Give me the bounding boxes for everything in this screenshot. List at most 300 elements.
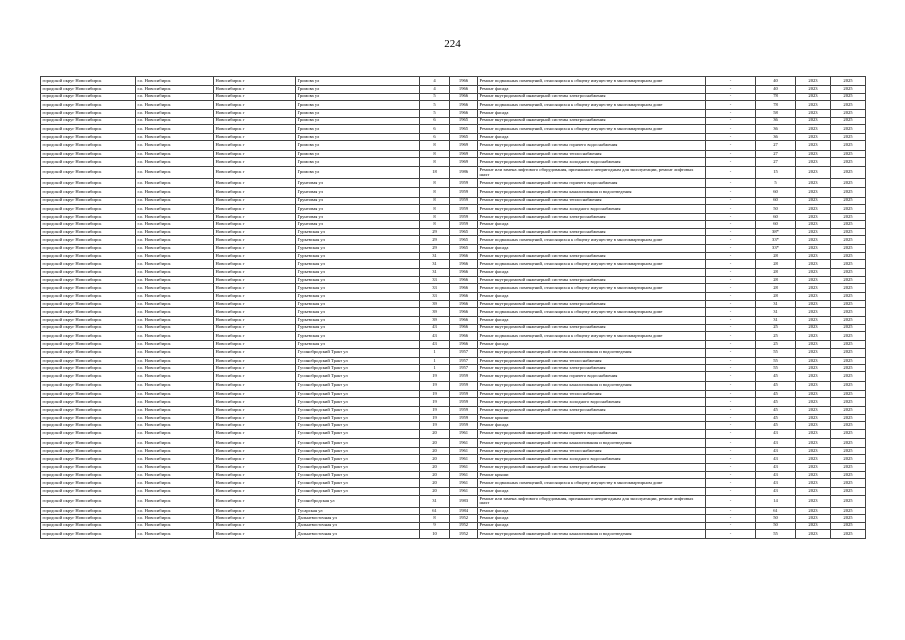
city-cell: Новосибирск г xyxy=(214,179,296,188)
municipality-cell: городской округ Новосибирск xyxy=(41,414,136,421)
year-start-cell: 2023 xyxy=(796,100,831,109)
municipality-cell: городской округ Новосибирск xyxy=(41,348,136,357)
year-start-cell: 2023 xyxy=(796,269,831,276)
work-type-cell: Ремонт подвальных помещений, относящихся к общему имуществу в многоквартирном доме xyxy=(478,308,706,317)
settlement-cell: г.о. Новосибирск xyxy=(136,447,214,454)
term-cell: 55 xyxy=(756,365,796,372)
city-cell: Новосибирск г xyxy=(214,407,296,414)
table-row xyxy=(41,372,866,381)
build-year-cell: 1952 xyxy=(450,529,478,538)
dash-cell: - xyxy=(706,407,756,414)
year-end-cell: 2025 xyxy=(831,204,866,213)
settlement-cell: г.о. Новосибирск xyxy=(136,308,214,317)
table-row xyxy=(41,324,866,331)
year-end-cell: 2025 xyxy=(831,179,866,188)
term-cell: 27 xyxy=(756,158,796,167)
build-year-cell: 1965 xyxy=(450,124,478,133)
settlement-cell: г.о. Новосибирск xyxy=(136,158,214,167)
year-start-cell: 2023 xyxy=(796,407,831,414)
settlement-cell: г.о. Новосибирск xyxy=(136,236,214,245)
house-number-cell: 43 xyxy=(420,331,450,340)
municipality-cell: городской округ Новосибирск xyxy=(41,204,136,213)
build-year-cell: 1959 xyxy=(450,372,478,381)
table-row xyxy=(41,141,866,150)
year-start-cell: 2023 xyxy=(796,357,831,364)
municipality-cell: городской округ Новосибирск xyxy=(41,529,136,538)
year-end-cell: 2025 xyxy=(831,100,866,109)
municipality-cell: городской округ Новосибирск xyxy=(41,293,136,300)
term-cell: 60 xyxy=(756,197,796,204)
city-cell: Новосибирск г xyxy=(214,495,296,507)
year-end-cell: 2025 xyxy=(831,357,866,364)
street-cell: Гусинобродский Тракт ул xyxy=(296,488,420,495)
work-type-cell: Ремонт подвальных помещений, относящихся к общему имуществу в многоквартирном доме xyxy=(478,331,706,340)
city-cell: Новосибирск г xyxy=(214,188,296,197)
term-cell: 45 xyxy=(756,390,796,397)
municipality-cell: городской округ Новосибирск xyxy=(41,422,136,429)
year-end-cell: 2025 xyxy=(831,197,866,204)
street-cell: Гусинобродский Тракт ул xyxy=(296,357,420,364)
city-cell: Новосибирск г xyxy=(214,398,296,407)
municipality-cell: городской округ Новосибирск xyxy=(41,221,136,228)
term-cell: 25 xyxy=(756,324,796,331)
year-end-cell: 2025 xyxy=(831,422,866,429)
settlement-cell: г.о. Новосибирск xyxy=(136,495,214,507)
municipality-cell: городской округ Новосибирск xyxy=(41,197,136,204)
street-cell: Гурьевская ул xyxy=(296,276,420,283)
year-start-cell: 2023 xyxy=(796,479,831,488)
city-cell: Новосибирск г xyxy=(214,269,296,276)
term-cell: 28 xyxy=(756,276,796,283)
municipality-cell: городской округ Новосибирск xyxy=(41,522,136,529)
street-cell: Гурьевская ул xyxy=(296,269,420,276)
work-type-cell: Ремонт фасада xyxy=(478,245,706,252)
settlement-cell: г.о. Новосибирск xyxy=(136,341,214,348)
dash-cell: - xyxy=(706,464,756,471)
year-end-cell: 2025 xyxy=(831,529,866,538)
city-cell: Новосибирск г xyxy=(214,522,296,529)
house-number-cell: 6 xyxy=(420,134,450,141)
table-row xyxy=(41,348,866,357)
dash-cell: - xyxy=(706,357,756,364)
build-year-cell: 1965 xyxy=(450,245,478,252)
work-type-cell: Ремонт подвальных помещений, относящихся к общему имуществу в многоквартирном доме xyxy=(478,260,706,269)
year-end-cell: 2025 xyxy=(831,372,866,381)
house-number-cell: 19 xyxy=(420,422,450,429)
year-end-cell: 2025 xyxy=(831,117,866,124)
settlement-cell: г.о. Новосибирск xyxy=(136,276,214,283)
settlement-cell: г.о. Новосибирск xyxy=(136,197,214,204)
city-cell: Новосибирск г xyxy=(214,507,296,514)
dash-cell: - xyxy=(706,204,756,213)
city-cell: Новосибирск г xyxy=(214,141,296,150)
dash-cell: - xyxy=(706,438,756,447)
year-end-cell: 2025 xyxy=(831,245,866,252)
term-cell: 50 xyxy=(756,204,796,213)
work-type-cell: Ремонт фасада xyxy=(478,488,706,495)
year-end-cell: 2025 xyxy=(831,324,866,331)
term-cell: 50 xyxy=(756,522,796,529)
dash-cell: - xyxy=(706,110,756,117)
work-type-cell: Ремонт подвальных помещений, относящихся к общему имуществу в многоквартирном доме xyxy=(478,236,706,245)
municipality-cell: городской округ Новосибирск xyxy=(41,398,136,407)
table-row xyxy=(41,158,866,167)
dash-cell: - xyxy=(706,228,756,235)
house-number-cell: 8 xyxy=(420,188,450,197)
year-start-cell: 2023 xyxy=(796,507,831,514)
year-end-cell: 2025 xyxy=(831,522,866,529)
build-year-cell: 1966 xyxy=(450,252,478,259)
year-start-cell: 2023 xyxy=(796,398,831,407)
work-type-cell: Ремонт крыши xyxy=(478,414,706,421)
dash-cell: - xyxy=(706,529,756,538)
work-type-cell: Ремонт внутридомовой инженерной системы канализования и водоотведения xyxy=(478,438,706,447)
dash-cell: - xyxy=(706,414,756,421)
municipality-cell: городской округ Новосибирск xyxy=(41,93,136,100)
street-cell: Гусинобродский Тракт ул xyxy=(296,422,420,429)
build-year-cell: 1965 xyxy=(450,228,478,235)
year-end-cell: 2025 xyxy=(831,429,866,438)
municipality-cell: городской округ Новосибирск xyxy=(41,464,136,471)
build-year-cell: 1959 xyxy=(450,221,478,228)
term-cell: 43 xyxy=(756,488,796,495)
municipality-cell: городской округ Новосибирск xyxy=(41,372,136,381)
table-row xyxy=(41,179,866,188)
dash-cell: - xyxy=(706,488,756,495)
table-row xyxy=(41,515,866,522)
work-type-cell: Ремонт фасада xyxy=(478,293,706,300)
city-cell: Новосибирск г xyxy=(214,479,296,488)
year-start-cell: 2023 xyxy=(796,150,831,157)
build-year-cell: 1952 xyxy=(450,522,478,529)
table-row xyxy=(41,522,866,529)
term-cell: 45 xyxy=(756,414,796,421)
work-type-cell: Ремонт или замена лифтового оборудования, признанного непригодным для эксплуатации, ремонт лифтовых шахт xyxy=(478,167,706,179)
term-cell: 36 xyxy=(756,134,796,141)
build-year-cell: 1957 xyxy=(450,365,478,372)
year-end-cell: 2025 xyxy=(831,284,866,293)
street-cell: Громова ул xyxy=(296,110,420,117)
house-number-cell: 20 xyxy=(420,455,450,464)
work-type-cell: Ремонт фасада xyxy=(478,134,706,141)
work-type-cell: Ремонт внутридомовой инженерной системы теплоснабжения xyxy=(478,390,706,397)
house-number-cell: 20 xyxy=(420,488,450,495)
year-end-cell: 2025 xyxy=(831,77,866,86)
dash-cell: - xyxy=(706,141,756,150)
city-cell: Новосибирск г xyxy=(214,158,296,167)
street-cell: Грунтовая ул xyxy=(296,221,420,228)
year-start-cell: 2023 xyxy=(796,324,831,331)
municipality-cell: городской округ Новосибирск xyxy=(41,357,136,364)
table-row xyxy=(41,300,866,307)
settlement-cell: г.о. Новосибирск xyxy=(136,252,214,259)
year-start-cell: 2023 xyxy=(796,522,831,529)
house-number-cell: 20 xyxy=(420,429,450,438)
city-cell: Новосибирск г xyxy=(214,308,296,317)
term-cell: 25 xyxy=(756,341,796,348)
street-cell: Грунтовая ул xyxy=(296,214,420,221)
table-row xyxy=(41,341,866,348)
street-cell: Гурьевская ул xyxy=(296,317,420,324)
municipality-cell: городской округ Новосибирск xyxy=(41,100,136,109)
street-cell: Громова ул xyxy=(296,141,420,150)
work-type-cell: Ремонт фасада xyxy=(478,110,706,117)
work-type-cell: Ремонт внутридомовой инженерной системы теплоснабжения xyxy=(478,357,706,364)
city-cell: Новосибирск г xyxy=(214,124,296,133)
street-cell: Гусинобродский Тракт ул xyxy=(296,348,420,357)
work-type-cell: Ремонт фасада xyxy=(478,515,706,522)
work-type-cell: Ремонт фасада xyxy=(478,317,706,324)
city-cell: Новосибирск г xyxy=(214,293,296,300)
street-cell: Грунтовая ул xyxy=(296,188,420,197)
table-row xyxy=(41,479,866,488)
municipality-cell: городской округ Новосибирск xyxy=(41,252,136,259)
house-number-cell: 9 xyxy=(420,522,450,529)
year-start-cell: 2023 xyxy=(796,341,831,348)
house-number-cell: 8 xyxy=(420,150,450,157)
street-cell: Гурьевская ул xyxy=(296,260,420,269)
year-end-cell: 2025 xyxy=(831,455,866,464)
work-type-cell: Ремонт фасада xyxy=(478,507,706,514)
street-cell: Громова ул xyxy=(296,124,420,133)
term-cell: 50 xyxy=(756,515,796,522)
city-cell: Новосибирск г xyxy=(214,471,296,478)
municipality-cell: городской округ Новосибирск xyxy=(41,134,136,141)
city-cell: Новосибирск г xyxy=(214,414,296,421)
settlement-cell: г.о. Новосибирск xyxy=(136,529,214,538)
settlement-cell: г.о. Новосибирск xyxy=(136,134,214,141)
settlement-cell: г.о. Новосибирск xyxy=(136,331,214,340)
term-cell: 36 xyxy=(756,117,796,124)
build-year-cell: 1966 xyxy=(450,110,478,117)
house-number-cell: 39 xyxy=(420,317,450,324)
house-number-cell: 19 xyxy=(420,407,450,414)
municipality-cell: городской округ Новосибирск xyxy=(41,455,136,464)
term-cell: 45 xyxy=(756,422,796,429)
work-type-cell: Ремонт внутридомовой инженерной системы электроснабжения xyxy=(478,117,706,124)
city-cell: Новосибирск г xyxy=(214,284,296,293)
settlement-cell: г.о. Новосибирск xyxy=(136,110,214,117)
table-row xyxy=(41,150,866,157)
build-year-cell: 1969 xyxy=(450,150,478,157)
street-cell: Грунтовая ул xyxy=(296,197,420,204)
settlement-cell: г.о. Новосибирск xyxy=(136,429,214,438)
municipality-cell: городской округ Новосибирск xyxy=(41,228,136,235)
build-year-cell: 1969 xyxy=(450,158,478,167)
build-year-cell: 1966 xyxy=(450,324,478,331)
term-cell: 28 xyxy=(756,252,796,259)
city-cell: Новосибирск г xyxy=(214,93,296,100)
table-row xyxy=(41,317,866,324)
build-year-cell: 1966 xyxy=(450,284,478,293)
municipality-cell: городской округ Новосибирск xyxy=(41,317,136,324)
street-cell: Гусинобродский Тракт ул xyxy=(296,414,420,421)
table-row xyxy=(41,507,866,514)
year-end-cell: 2025 xyxy=(831,488,866,495)
street-cell: Гусинобродский Тракт ул xyxy=(296,447,420,454)
dash-cell: - xyxy=(706,479,756,488)
city-cell: Новосибирск г xyxy=(214,86,296,93)
settlement-cell: г.о. Новосибирск xyxy=(136,438,214,447)
build-year-cell: 1959 xyxy=(450,179,478,188)
term-cell: 31 xyxy=(756,300,796,307)
dash-cell: - xyxy=(706,284,756,293)
build-year-cell: 1961 xyxy=(450,455,478,464)
settlement-cell: г.о. Новосибирск xyxy=(136,260,214,269)
term-cell: 60 xyxy=(756,188,796,197)
street-cell: Громова ул xyxy=(296,77,420,86)
term-cell: 33* xyxy=(756,245,796,252)
table-row xyxy=(41,77,866,86)
year-end-cell: 2025 xyxy=(831,221,866,228)
table-row xyxy=(41,447,866,454)
work-type-cell: Ремонт внутридомовой инженерной системы канализования и водоотведения xyxy=(478,348,706,357)
year-start-cell: 2023 xyxy=(796,93,831,100)
table-row xyxy=(41,398,866,407)
table-row xyxy=(41,308,866,317)
street-cell: Гусинобродский Тракт ул xyxy=(296,464,420,471)
year-start-cell: 2023 xyxy=(796,260,831,269)
work-type-cell: Ремонт крыши xyxy=(478,471,706,478)
house-number-cell: 1 xyxy=(420,348,450,357)
city-cell: Новосибирск г xyxy=(214,348,296,357)
street-cell: Гурьевская ул xyxy=(296,228,420,235)
city-cell: Новосибирск г xyxy=(214,100,296,109)
build-year-cell: 1966 xyxy=(450,269,478,276)
city-cell: Новосибирск г xyxy=(214,197,296,204)
table-row xyxy=(41,260,866,269)
work-type-cell: Ремонт внутридомовой инженерной системы электроснабжения xyxy=(478,214,706,221)
municipality-cell: городской округ Новосибирск xyxy=(41,324,136,331)
dash-cell: - xyxy=(706,134,756,141)
term-cell: 27 xyxy=(756,141,796,150)
city-cell: Новосибирск г xyxy=(214,300,296,307)
work-type-cell: Ремонт подвальных помещений, относящихся к общему имуществу в многоквартирном доме xyxy=(478,479,706,488)
work-type-cell: Ремонт подвальных помещений, относящихся к общему имуществу в многоквартирном доме xyxy=(478,284,706,293)
house-number-cell: 10 xyxy=(420,529,450,538)
year-end-cell: 2025 xyxy=(831,317,866,324)
work-type-cell: Ремонт фасада xyxy=(478,221,706,228)
house-number-cell: 29 xyxy=(420,236,450,245)
city-cell: Новосибирск г xyxy=(214,365,296,372)
dash-cell: - xyxy=(706,381,756,390)
street-cell: Громова ул xyxy=(296,100,420,109)
term-cell: 61 xyxy=(756,507,796,514)
street-cell: Громова ул xyxy=(296,117,420,124)
table-row xyxy=(41,134,866,141)
settlement-cell: г.о. Новосибирск xyxy=(136,188,214,197)
table-row xyxy=(41,110,866,117)
settlement-cell: г.о. Новосибирск xyxy=(136,372,214,381)
municipality-cell: городской округ Новосибирск xyxy=(41,308,136,317)
dash-cell: - xyxy=(706,269,756,276)
dash-cell: - xyxy=(706,93,756,100)
table-row xyxy=(41,407,866,414)
table-row xyxy=(41,488,866,495)
build-year-cell: 1965 xyxy=(450,117,478,124)
year-start-cell: 2023 xyxy=(796,300,831,307)
year-end-cell: 2025 xyxy=(831,236,866,245)
municipality-cell: городской округ Новосибирск xyxy=(41,438,136,447)
dash-cell: - xyxy=(706,252,756,259)
work-type-cell: Ремонт внутридомовой инженерной системы холодного водоснабжения xyxy=(478,455,706,464)
build-year-cell: 1966 xyxy=(450,93,478,100)
year-start-cell: 2023 xyxy=(796,197,831,204)
dash-cell: - xyxy=(706,214,756,221)
settlement-cell: г.о. Новосибирск xyxy=(136,522,214,529)
street-cell: Гурьевская ул xyxy=(296,300,420,307)
year-start-cell: 2023 xyxy=(796,414,831,421)
municipality-cell: городской округ Новосибирск xyxy=(41,495,136,507)
municipality-cell: городской округ Новосибирск xyxy=(41,150,136,157)
settlement-cell: г.о. Новосибирск xyxy=(136,221,214,228)
year-start-cell: 2023 xyxy=(796,390,831,397)
work-type-cell: Ремонт внутридомовой инженерной системы электроснабжения xyxy=(478,228,706,235)
build-year-cell: 1959 xyxy=(450,204,478,213)
street-cell: Гурьевская ул xyxy=(296,245,420,252)
street-cell: Гурьевская ул xyxy=(296,252,420,259)
city-cell: Новосибирск г xyxy=(214,515,296,522)
term-cell: 55 xyxy=(756,529,796,538)
work-type-cell: Ремонт внутридомовой инженерной системы горячего водоснабжения xyxy=(478,372,706,381)
municipality-cell: городской округ Новосибирск xyxy=(41,300,136,307)
year-end-cell: 2025 xyxy=(831,167,866,179)
house-number-cell: 61 xyxy=(420,507,450,514)
settlement-cell: г.о. Новосибирск xyxy=(136,464,214,471)
settlement-cell: г.о. Новосибирск xyxy=(136,150,214,157)
build-year-cell: 1966 xyxy=(450,100,478,109)
dash-cell: - xyxy=(706,276,756,283)
year-start-cell: 2023 xyxy=(796,228,831,235)
house-number-cell: 33 xyxy=(420,284,450,293)
table-row xyxy=(41,381,866,390)
settlement-cell: г.о. Новосибирск xyxy=(136,422,214,429)
city-cell: Новосибирск г xyxy=(214,331,296,340)
house-number-cell: 31 xyxy=(420,260,450,269)
year-start-cell: 2023 xyxy=(796,141,831,150)
year-start-cell: 2023 xyxy=(796,372,831,381)
house-number-cell: 19 xyxy=(420,414,450,421)
year-start-cell: 2023 xyxy=(796,158,831,167)
year-start-cell: 2023 xyxy=(796,438,831,447)
city-cell: Новосибирск г xyxy=(214,221,296,228)
year-start-cell: 2023 xyxy=(796,422,831,429)
term-cell: 40 xyxy=(756,86,796,93)
house-number-cell: 4 xyxy=(420,86,450,93)
house-number-cell: 8 xyxy=(420,515,450,522)
build-year-cell: 1959 xyxy=(450,422,478,429)
municipality-cell: городской округ Новосибирск xyxy=(41,331,136,340)
term-cell: 28 xyxy=(756,293,796,300)
build-year-cell: 1961 xyxy=(450,429,478,438)
build-year-cell: 1961 xyxy=(450,479,478,488)
dash-cell: - xyxy=(706,507,756,514)
municipality-cell: городской округ Новосибирск xyxy=(41,269,136,276)
municipality-cell: городской округ Новосибирск xyxy=(41,179,136,188)
term-cell: 45 xyxy=(756,407,796,414)
table-row xyxy=(41,221,866,228)
settlement-cell: г.о. Новосибирск xyxy=(136,471,214,478)
work-type-cell: Ремонт фасада xyxy=(478,341,706,348)
street-cell: Гурьевская ул xyxy=(296,324,420,331)
settlement-cell: г.о. Новосибирск xyxy=(136,348,214,357)
capital-repair-table xyxy=(40,76,866,539)
work-type-cell: Ремонт внутридомовой инженерной системы теплоснабжения xyxy=(478,150,706,157)
city-cell: Новосибирск г xyxy=(214,236,296,245)
build-year-cell: 1966 xyxy=(450,317,478,324)
house-number-cell: 20 xyxy=(420,471,450,478)
street-cell: Гурьевская ул xyxy=(296,293,420,300)
